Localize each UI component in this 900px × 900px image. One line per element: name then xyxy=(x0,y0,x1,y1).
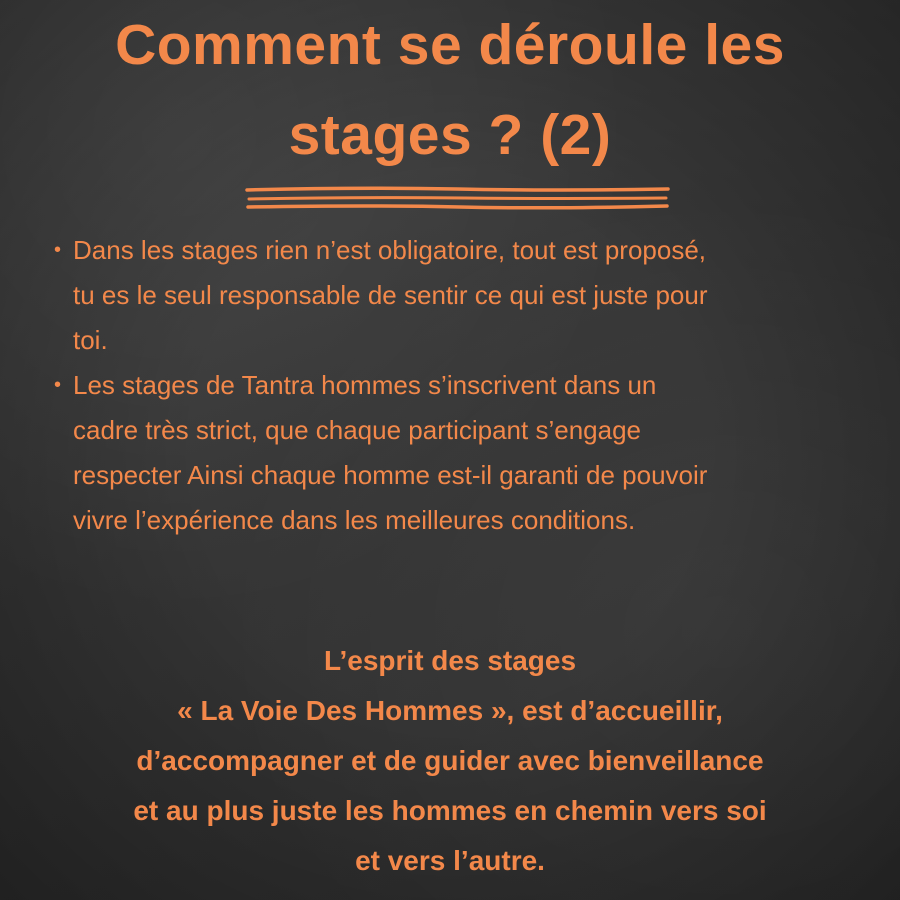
bullet-2-line-3: respecter Ainsi chaque homme est-il garanti de pouvoir xyxy=(73,460,708,490)
bullet-item-framework xyxy=(48,363,893,543)
spirit-line-5: et vers l’autre. xyxy=(355,845,545,876)
title-underline-divider xyxy=(245,186,670,210)
bullet-1-line-2: tu es le seul responsable de sentir ce qui est juste pour xyxy=(73,280,708,310)
bullet-1-line-1: Dans les stages rien n’est obligatoire, tout est proposé, xyxy=(73,235,707,265)
bullet-list xyxy=(48,228,893,543)
bullet-2-line-4: vivre l’expérience dans les meilleures conditions. xyxy=(73,505,636,535)
spirit-line-4: et au plus juste les hommes en chemin vers soi xyxy=(133,795,767,826)
bullet-dot-icon: • xyxy=(54,374,62,396)
bullet-dot-icon: • xyxy=(54,239,62,261)
spirit-line-2: « La Voie Des Hommes », est d’accueillir, xyxy=(177,695,723,726)
spirit-line-3: d’accompagner et de guider avec bienveillance xyxy=(136,745,764,776)
title-line-1: Comment se déroule les xyxy=(115,13,785,77)
bullet-2-line-1: Les stages de Tantra hommes s’inscrivent dans un xyxy=(73,370,657,400)
spirit-heading: L’esprit des stages xyxy=(323,645,577,676)
bullet-item-optional xyxy=(48,228,893,363)
bullet-1-line-3: toi. xyxy=(73,325,108,355)
title-line-2: stages ? (2) xyxy=(288,103,612,167)
spirit-statement xyxy=(0,636,900,886)
page-title xyxy=(0,0,900,180)
bullet-2-line-2: cadre très strict, que chaque participant s’engage xyxy=(73,415,642,445)
